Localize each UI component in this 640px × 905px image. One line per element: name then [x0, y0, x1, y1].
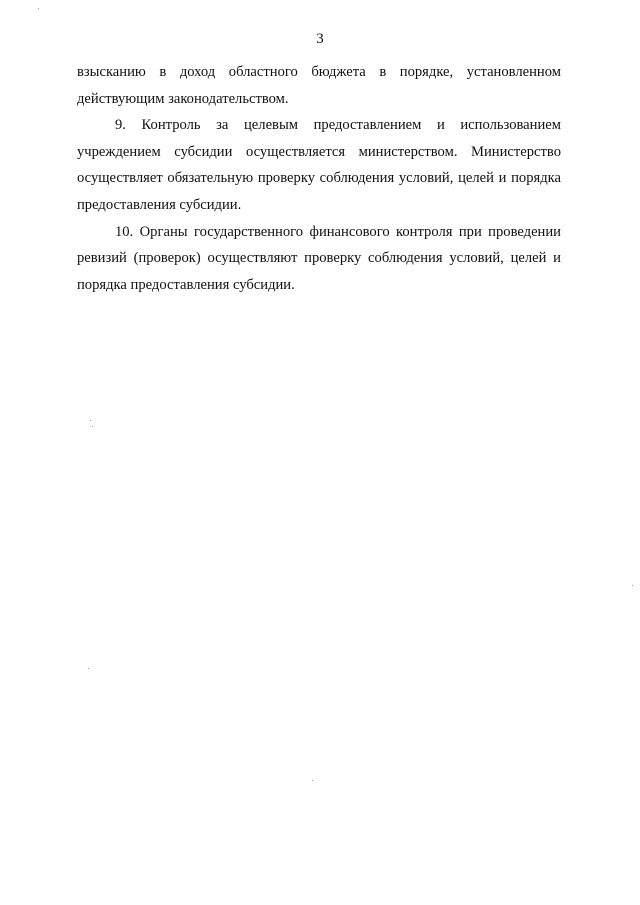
scan-speck [38, 8, 39, 9]
scan-speck [312, 780, 313, 781]
paragraph-9: 9. Контроль за целевым предоставлением и использованием учреждением субсидии осуществляется министерством. Министерство осуществляет обязательную проверку соблюдения условий, целей и порядка предоставления субсидии. [77, 117, 561, 213]
scan-speck [90, 420, 91, 421]
paragraph-10: 10. Органы государственного финансового контроля при проведении ревизий (проверок) осуществляют проверку соблюдения условий, целей и порядка предоставления субсидии. [77, 223, 561, 293]
scan-speck [92, 426, 93, 427]
paragraph-continuation: взысканию в доход областного бюджета в порядке, установленном действующим законодательством. [77, 64, 561, 107]
scan-speck [632, 585, 633, 586]
scan-speck [88, 668, 89, 669]
page-number: 3 [316, 31, 324, 47]
document-body [77, 59, 561, 298]
